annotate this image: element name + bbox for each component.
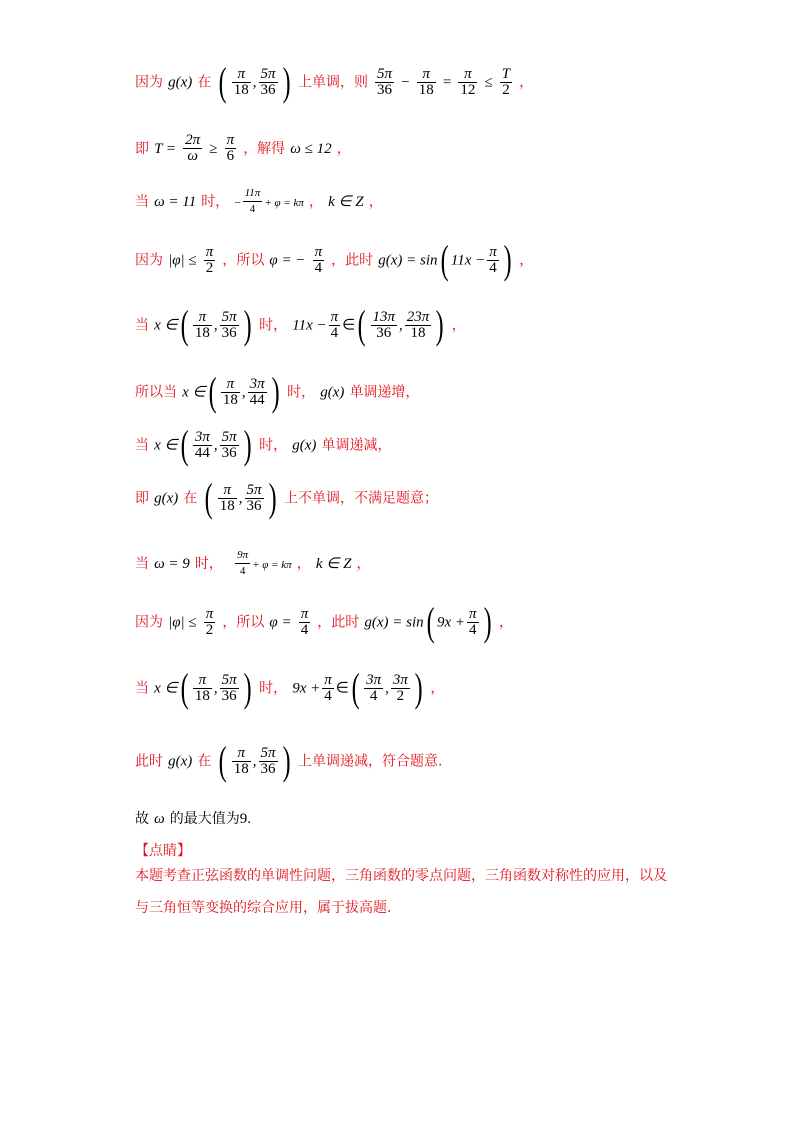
math: x ∈: [154, 437, 178, 454]
math: + φ = kπ: [264, 197, 304, 209]
text: 因为: [135, 252, 163, 269]
fraction: $\frac{23\pi}{18}$: [406, 308, 430, 341]
math: |φ| ≤: [168, 614, 197, 631]
line-answer: [135, 808, 251, 828]
text: ，: [336, 141, 351, 157]
fraction: $\frac{\pi}{4}$: [324, 671, 332, 704]
paren: ): [483, 599, 492, 644]
text: ，: [308, 194, 323, 210]
paren: ): [243, 422, 252, 467]
text: 上不单调，不满足题意；: [283, 490, 438, 507]
g-of-x: g(x): [320, 384, 345, 401]
fraction: $\frac{\pi}{2}$: [205, 605, 214, 638]
fraction: $\frac{\pi}{18}$: [219, 481, 235, 514]
text: 在: [197, 74, 212, 91]
paren: (: [180, 665, 189, 710]
paren: (: [180, 422, 189, 467]
math: k ∈ Z: [315, 556, 352, 572]
paren: (: [426, 599, 435, 644]
fraction: $\frac{\pi}{4}$: [469, 605, 477, 638]
math: ω = 11: [154, 194, 197, 210]
text: 的最大值为: [169, 811, 240, 827]
fraction: $\frac{3\pi}{2}$: [392, 671, 408, 704]
answer-value: 9: [239, 811, 248, 827]
line-omega-11: 当 ω = 11 时， − $\frac{11\pi}{4}$ + φ = kπ ， k ∈ Z ，: [135, 187, 383, 215]
text: 时，: [287, 384, 316, 401]
text: ，: [498, 614, 513, 631]
fraction: $\frac{\pi}{18}$: [194, 308, 210, 341]
fraction: $\frac{\pi}{12}$: [460, 65, 476, 98]
fraction: $\frac{9\pi}{4}$: [237, 549, 249, 577]
comment-heading-text: 【点睛】: [135, 843, 191, 859]
text: ，: [356, 556, 371, 572]
paren: ): [435, 302, 444, 347]
text: 因为: [135, 614, 163, 631]
line-decreasing: 当 x ∈( $\frac{3\pi}{44}$ , $\frac{5\pi}{36}$ ) 时， g(x) 单调递减，: [135, 422, 392, 467]
line-conclusion: 此时 g(x) 在 ( $\frac{\pi}{18}$ , $\frac{5\pi}{36}$ ) 上单调递减，符合题意.: [135, 738, 443, 783]
math: + φ = kπ: [252, 559, 292, 571]
g-of-x: g(x): [168, 753, 193, 770]
line-interval-9: 当 x ∈( $\frac{\pi}{18}$ , $\frac{5\pi}{36}$ ) 时， 9x + $\frac{\pi}{4}$ ∈( $\frac{3\pi}{4}$ , $\frac{3\pi}{2}$ ) ，: [135, 665, 445, 710]
text: 时，: [201, 194, 230, 210]
text: 故: [135, 811, 149, 827]
math: x ∈: [182, 384, 206, 401]
fraction: $\frac{\pi}{18}$: [194, 671, 210, 704]
text: 时，: [259, 680, 288, 697]
text: ，: [430, 680, 445, 697]
line-phi-11: [135, 237, 534, 282]
fraction: $\frac{3\pi}{4}$: [366, 671, 382, 704]
fraction: $\frac{5\pi}{36}$: [221, 428, 237, 461]
fraction: $\frac{5\pi}{36}$: [260, 744, 276, 777]
math: ω ≤ 12: [290, 141, 332, 157]
fraction: $\frac{\pi}{18}$: [233, 744, 249, 777]
math: 9x +: [292, 680, 321, 697]
text: 上单调递减，符合题意.: [297, 753, 443, 770]
text: .: [247, 811, 252, 827]
text: ，所以: [222, 614, 265, 631]
math: g(x) = sin: [378, 252, 438, 269]
paren: ): [414, 665, 423, 710]
fraction: $\frac{11\pi}{4}$: [244, 187, 261, 215]
fraction: $\frac{\pi}{18}$: [233, 65, 249, 98]
math: 9x +: [437, 614, 466, 631]
text: 因为: [135, 74, 163, 91]
text: ，: [451, 317, 466, 334]
fraction: $\frac{13\pi}{36}$: [372, 308, 396, 341]
paren: (: [357, 302, 366, 347]
math: ω: [154, 811, 165, 827]
line-omega-9: [135, 548, 371, 579]
math: ω = 9: [154, 556, 190, 572]
math: g(x) = sin: [364, 614, 424, 631]
math: x ∈: [154, 317, 178, 334]
fraction: $\frac{\pi}{4}$: [330, 308, 339, 341]
math: T =: [154, 141, 177, 157]
text: ，: [519, 74, 534, 91]
paren: (: [219, 738, 228, 783]
paren: ): [282, 59, 291, 104]
text: 时，: [259, 437, 288, 454]
fraction: $\frac{T}{2}$: [501, 65, 511, 98]
paren: ): [268, 475, 277, 520]
text: 时，: [259, 317, 288, 334]
fraction: $\frac{5\pi}{36}$: [221, 671, 237, 704]
line-not-monotonic: 即 g(x) 在 ( $\frac{\pi}{18}$ , $\frac{5\pi}{36}$ ) 上不单调，不满足题意；: [135, 475, 438, 520]
fraction: $\frac{\pi}{18}$: [418, 65, 434, 98]
text: 上单调，则: [297, 74, 368, 91]
paren: (: [208, 369, 217, 414]
text: 所以当: [135, 384, 177, 401]
text: 当: [135, 680, 149, 697]
comment-body: 本题考查正弦函数的单调性问题，三角函数的零点问题，三角函数对称性的应用，以及与三角恒等变换的综合应用，属于拔高题.: [135, 868, 667, 916]
fraction: $\frac{2\pi}{\omega}$: [185, 132, 201, 164]
line-increasing: 所以当 x ∈( $\frac{\pi}{18}$ , $\frac{3\pi}{44}$ ) 时， g(x) 单调递增，: [135, 369, 420, 414]
math: φ =: [269, 614, 292, 631]
fraction: $\frac{5\pi}{36}$: [377, 65, 393, 98]
math: |φ| ≤: [168, 252, 197, 269]
paren: ): [503, 237, 512, 282]
text: ，解得: [243, 141, 286, 157]
text: 当: [135, 556, 149, 572]
text: 在: [183, 490, 198, 507]
g-of-x: g(x): [168, 74, 193, 91]
g-of-x: g(x): [292, 437, 317, 454]
text: ，此时: [317, 614, 360, 631]
text: 当: [135, 317, 149, 334]
paren: (: [219, 59, 228, 104]
fraction: $\frac{\pi}{6}$: [226, 132, 235, 164]
line-period: 即 T = $\frac{2\pi}{\omega}$ ≥ $\frac{\pi}{6}$ ，解得 ω ≤ 12 ，: [135, 132, 351, 164]
math: 11x −: [292, 317, 327, 334]
text: 单调递减，: [321, 437, 392, 454]
fraction: $\frac{3\pi}{44}$: [194, 428, 210, 461]
paren: ): [243, 302, 252, 347]
text: ，: [368, 194, 383, 210]
text: 即: [135, 490, 149, 507]
text: 在: [197, 753, 212, 770]
fraction: $\frac{\pi}{4}$: [489, 243, 497, 276]
text: 当: [135, 194, 149, 210]
paren: (: [180, 302, 189, 347]
text: 即: [135, 141, 149, 157]
fraction: $\frac{5\pi}{36}$: [246, 481, 262, 514]
math: 11x −: [450, 252, 486, 269]
fraction: $\frac{\pi}{2}$: [205, 243, 214, 276]
text: ，: [296, 556, 311, 572]
fraction: $\frac{\pi}{18}$: [222, 375, 238, 408]
paren: (: [440, 237, 449, 282]
fraction: $\frac{5\pi}{36}$: [260, 65, 276, 98]
line-monotonic-condition: 因为 g(x) 在 ( $\frac{\pi}{18}$ , $\frac{5\pi}{36}$ ) 上单调，则 $\frac{5\pi}{36}$ − $\frac{\pi}{18}$ = $\frac{\pi}{12}$ ≤ $\frac{T}{2}$ ，: [135, 59, 534, 104]
paren: ): [282, 738, 291, 783]
text: 当: [135, 437, 149, 454]
line-interval-11: 当 x ∈( $\frac{\pi}{18}$ , $\frac{5\pi}{36}$ ) 时， 11x − $\frac{\pi}{4}$ ∈( $\frac{13\pi}{36}$ , $\frac{23\pi}{18}$ ) ，: [135, 302, 466, 347]
text: 时，: [194, 556, 223, 572]
text: 此时: [135, 753, 163, 770]
math: x ∈: [154, 680, 178, 697]
fraction: $\frac{\pi}{4}$: [300, 605, 309, 638]
paren: ): [243, 665, 252, 710]
text: ，: [519, 252, 534, 269]
paren: (: [351, 665, 360, 710]
fraction: $\frac{\pi}{4}$: [314, 243, 323, 276]
text: ，所以: [222, 252, 265, 269]
fraction: $\frac{5\pi}{36}$: [221, 308, 237, 341]
comment-heading: [135, 840, 191, 860]
line-phi-9: [135, 599, 513, 644]
math: k ∈ Z: [328, 194, 364, 210]
g-of-x: g(x): [154, 490, 179, 507]
text: ，此时: [331, 252, 374, 269]
text: 单调递增，: [349, 384, 420, 401]
paren: (: [205, 475, 214, 520]
math: φ = −: [269, 252, 306, 269]
paren: ): [271, 369, 280, 414]
fraction: $\frac{3\pi}{44}$: [249, 375, 265, 408]
